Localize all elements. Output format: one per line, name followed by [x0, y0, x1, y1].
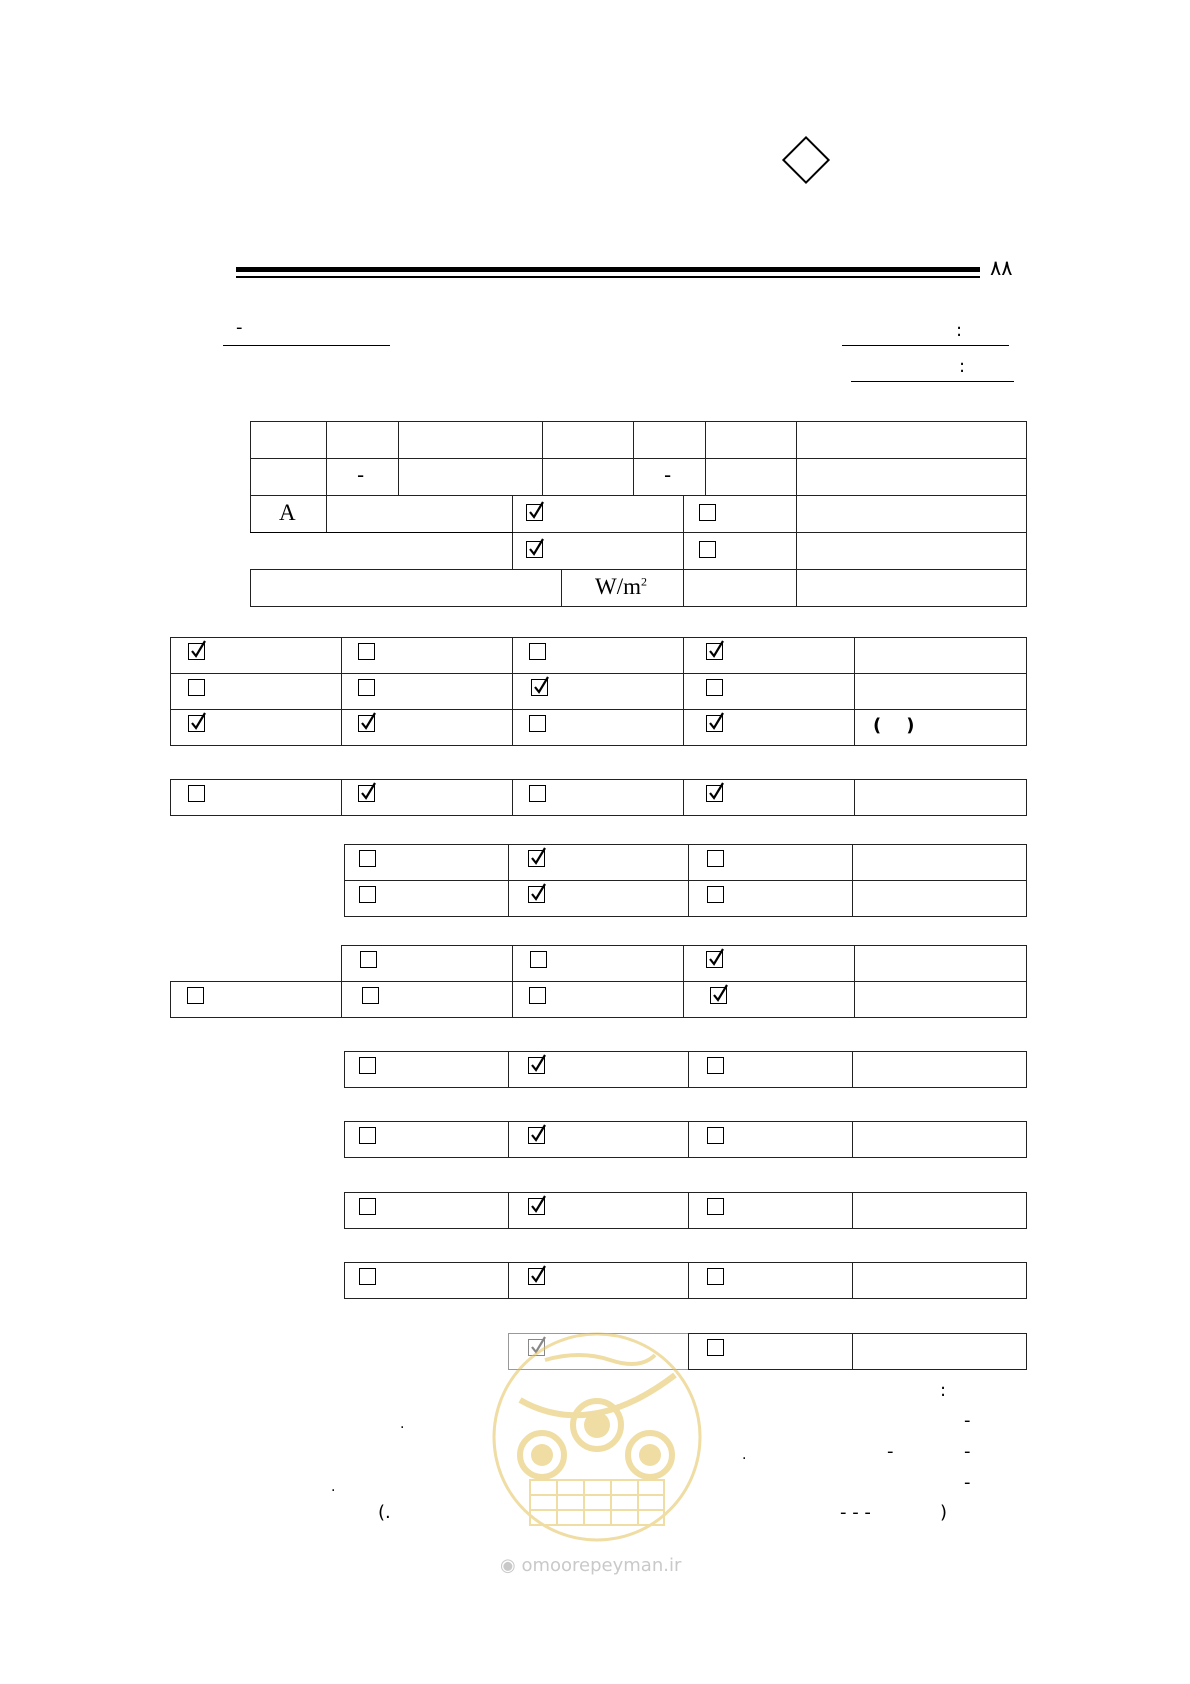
checkbox-empty-icon[interactable]	[187, 987, 204, 1004]
t1-unit-w: $W/m^2$	[595, 574, 647, 599]
checkbox-empty-icon[interactable]	[707, 1268, 724, 1285]
t1-r1-c6	[326, 421, 399, 459]
t1-r1-c1	[796, 421, 1027, 459]
gg-c1	[852, 1192, 1027, 1229]
t1-r5-c1	[796, 569, 1027, 607]
checkbox-empty-icon[interactable]	[699, 541, 716, 558]
checkbox-empty-icon[interactable]	[707, 886, 724, 903]
checkbox-empty-icon[interactable]	[699, 504, 716, 521]
ga-r2-c1	[854, 673, 1027, 710]
checkbox-empty-icon[interactable]	[529, 715, 546, 732]
page-number: ۸۸	[990, 256, 1013, 280]
field-underline-1[interactable]	[842, 345, 1009, 346]
t1-r2-c5	[398, 458, 543, 496]
checkbox-checked-icon[interactable]	[358, 785, 375, 802]
checkbox-empty-icon[interactable]	[362, 987, 379, 1004]
checkbox-checked-icon[interactable]	[528, 1057, 545, 1074]
checkbox-checked-icon[interactable]	[706, 785, 723, 802]
checkbox-checked-icon[interactable]	[528, 1127, 545, 1144]
checkbox-checked-icon[interactable]	[188, 715, 205, 732]
header-rule-thin	[236, 276, 980, 278]
t1-r1-c7	[250, 421, 327, 459]
checkbox-checked-icon[interactable]	[528, 1198, 545, 1215]
note-4-paren-close: )	[940, 1502, 948, 1523]
checkbox-checked-icon[interactable]	[528, 1268, 545, 1285]
gd-r2-c2	[683, 981, 855, 1018]
header-rule-thick	[236, 267, 980, 272]
t1-unit-a: A	[279, 500, 296, 525]
checkbox-empty-icon[interactable]	[359, 1268, 376, 1285]
checkbox-empty-icon[interactable]	[529, 643, 546, 660]
t1-r2-c7	[250, 458, 327, 496]
t1-r3-c1	[796, 495, 1027, 533]
t1-r1-c3	[633, 421, 706, 459]
t1-r1-c5	[398, 421, 543, 459]
t1-r5-c2	[683, 569, 797, 607]
note-2-dash-b: -	[887, 1441, 894, 1462]
checkbox-empty-icon[interactable]	[707, 1057, 724, 1074]
ga-paren-label: ( )	[873, 715, 915, 736]
checkbox-empty-icon[interactable]	[358, 679, 375, 696]
watermark-logo	[490, 1330, 704, 1544]
ge-c1	[852, 1051, 1027, 1088]
checkbox-empty-icon[interactable]	[707, 1339, 724, 1356]
checkbox-empty-icon[interactable]	[530, 951, 547, 968]
checkbox-empty-icon[interactable]	[707, 1198, 724, 1215]
checkbox-empty-icon[interactable]	[188, 679, 205, 696]
diamond-icon	[782, 136, 830, 184]
note-3-dash: -	[964, 1472, 971, 1493]
t1-r2-c4	[542, 458, 634, 496]
note-4-paren-open: (.	[378, 1502, 391, 1523]
checkbox-empty-icon[interactable]	[529, 987, 546, 1004]
checkbox-empty-icon[interactable]	[359, 1127, 376, 1144]
globe-icon: ◉	[500, 1555, 516, 1576]
gi-c1	[852, 1333, 1027, 1370]
t1-dash-b: -	[664, 463, 672, 487]
note-1-dot: .	[400, 1416, 405, 1432]
checkbox-empty-icon[interactable]	[529, 785, 546, 802]
field-colon-1: :	[956, 320, 963, 341]
checkbox-empty-icon[interactable]	[706, 679, 723, 696]
gf-c1	[852, 1121, 1027, 1158]
t1-dash-a: -	[357, 463, 365, 487]
note-2-dot: .	[742, 1447, 747, 1463]
checkbox-checked-icon[interactable]	[188, 643, 205, 660]
t1-r4-c1	[796, 532, 1027, 570]
t1-r2-c2	[705, 458, 797, 496]
checkbox-checked-icon[interactable]	[706, 715, 723, 732]
checkbox-checked-icon[interactable]	[526, 541, 543, 558]
checkbox-empty-icon[interactable]	[359, 1198, 376, 1215]
t1-r1-c4	[542, 421, 634, 459]
ga-r1-c1	[854, 637, 1027, 674]
gd-r2-c1	[854, 981, 1027, 1018]
notes-colon: :	[940, 1380, 947, 1401]
watermark-site: ◉ omoorepeyman.ir	[500, 1555, 682, 1576]
note-4-dashes: - - -	[840, 1502, 871, 1523]
t1-r2-c1	[796, 458, 1027, 496]
left-field-dash: -	[236, 317, 243, 338]
checkbox-checked-icon[interactable]	[706, 643, 723, 660]
checkbox-empty-icon[interactable]	[188, 785, 205, 802]
checkbox-checked-icon[interactable]	[358, 715, 375, 732]
gc-r1-c1	[852, 844, 1027, 881]
checkbox-empty-icon[interactable]	[359, 886, 376, 903]
t1-r1-c2	[705, 421, 797, 459]
note-2-dash-a: -	[964, 1441, 971, 1462]
checkbox-checked-icon[interactable]	[710, 987, 727, 1004]
checkbox-checked-icon[interactable]	[706, 951, 723, 968]
gb-c1	[854, 779, 1027, 816]
note-3-dot: .	[331, 1479, 336, 1495]
checkbox-empty-icon[interactable]	[707, 850, 724, 867]
checkbox-checked-icon[interactable]	[531, 679, 548, 696]
gc-r2-c1	[852, 880, 1027, 917]
checkbox-checked-icon[interactable]	[528, 850, 545, 867]
checkbox-empty-icon[interactable]	[360, 951, 377, 968]
checkbox-empty-icon[interactable]	[358, 643, 375, 660]
gh-c1	[852, 1262, 1027, 1299]
checkbox-empty-icon[interactable]	[707, 1127, 724, 1144]
field-underline-2[interactable]	[851, 381, 1014, 382]
t1-r4-top-line	[250, 532, 513, 533]
gd-r1-c1	[854, 945, 1027, 982]
checkbox-checked-icon[interactable]	[528, 886, 545, 903]
checkbox-empty-icon[interactable]	[359, 850, 376, 867]
note-1-dash: -	[964, 1410, 971, 1431]
field-colon-2: :	[959, 356, 966, 377]
left-field-underline	[223, 345, 390, 346]
t1-r3-c4	[326, 495, 513, 533]
checkbox-checked-icon[interactable]	[526, 504, 543, 521]
t1-r5-c4	[250, 569, 562, 607]
checkbox-empty-icon[interactable]	[359, 1057, 376, 1074]
